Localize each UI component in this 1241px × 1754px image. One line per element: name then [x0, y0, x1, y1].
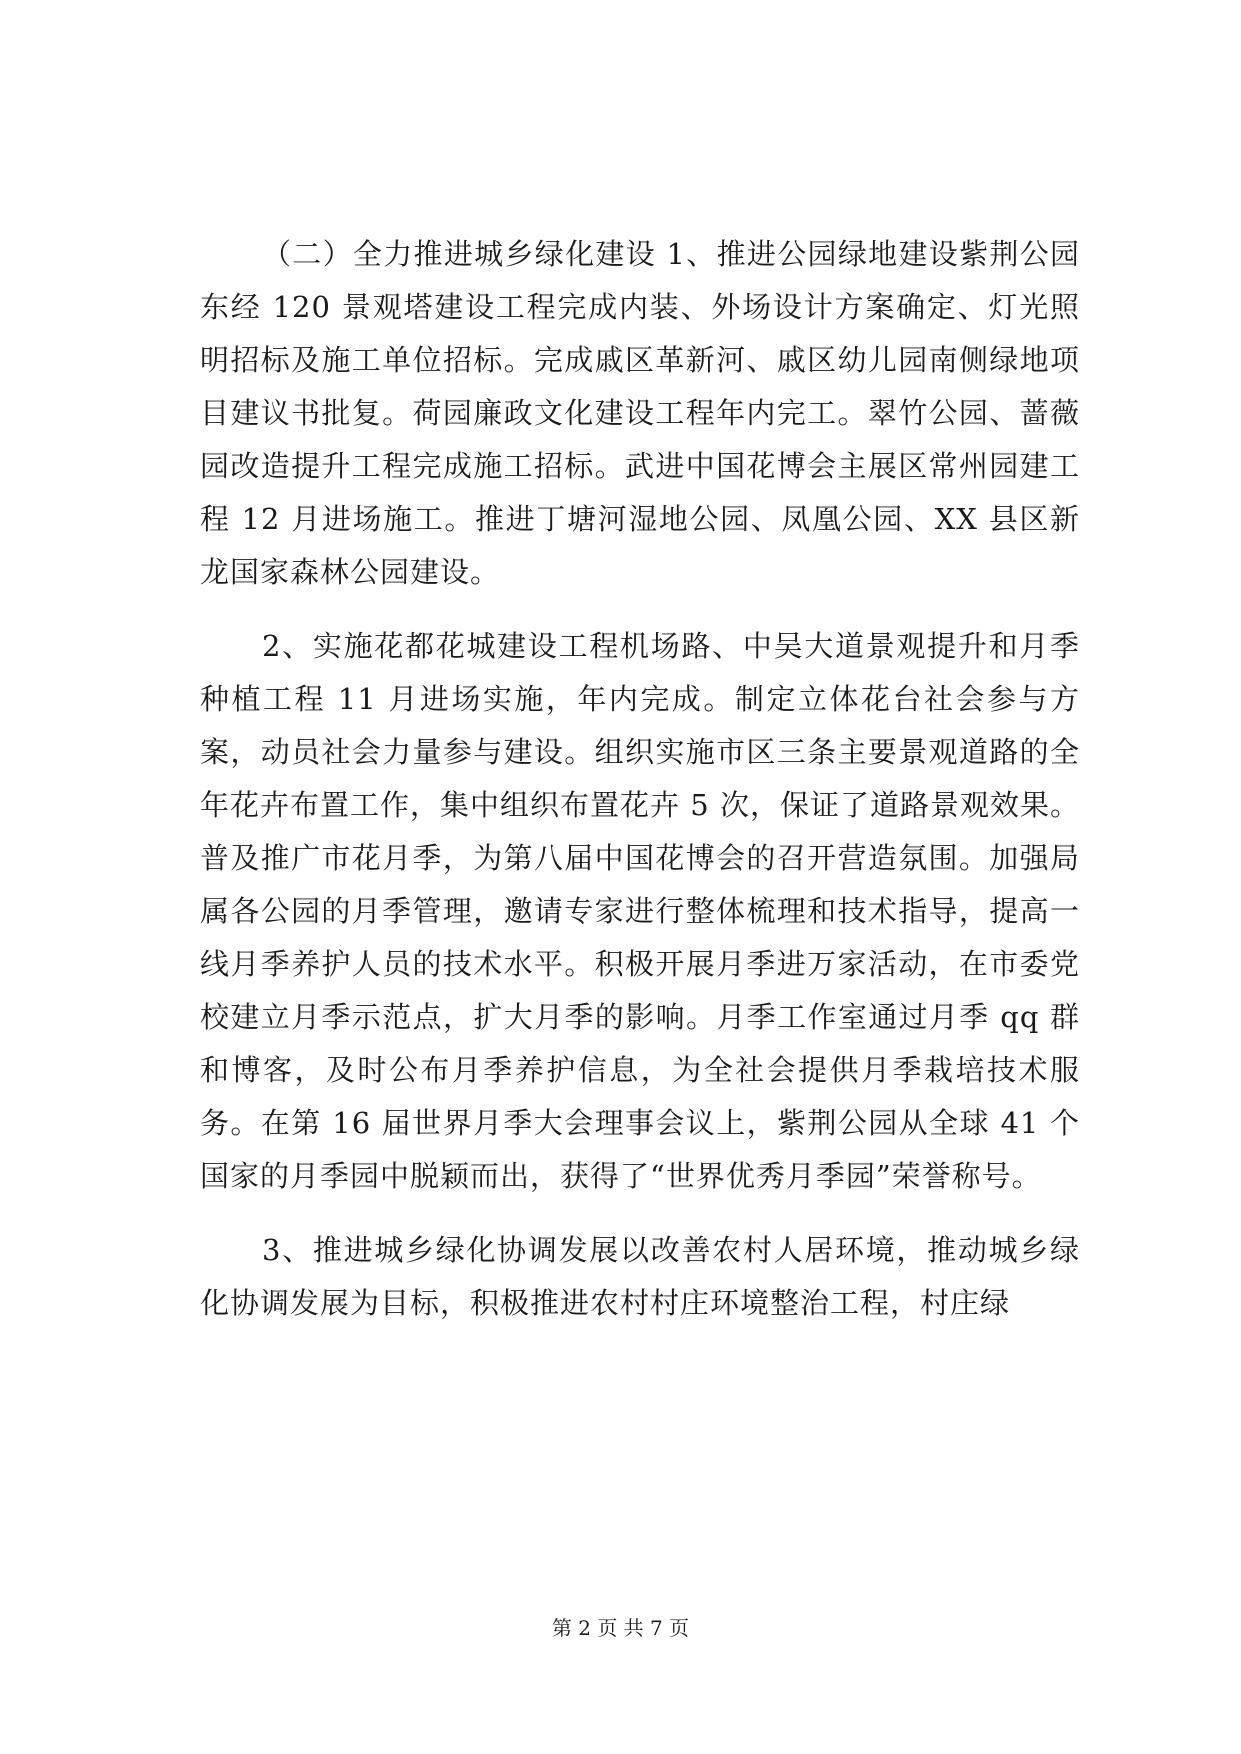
page-footer — [0, 1612, 1241, 1641]
paragraph-urban-rural: 3、推进城乡绿化协调发展以改善农村人居环境，推动城乡绿化协调发展为目标，积极推进农村村庄环境整治工程，村庄绿 — [200, 1233, 1080, 1320]
paragraph-greening-construction: （二）全力推进城乡绿化建设 1、推进公园绿地建设紫荆公园东经 120 景观塔建设工程完成内装、外场设计方案确定、灯光照明招标及施工单位招标。完成戚区革新河、戚区幼儿园南侧绿地项目建议书批复。荷园廉政文化建设工程年内完工。翠竹公园、蔷薇园改造提升工程完成施工招标。武进中国花博会主展区常州园建工程 12 月进场施工。推进丁塘河湿地公园、凤凰公园、XX 县区新龙国家森林公园建设。 — [200, 237, 1080, 589]
page-number: 第 2 页 共 7 页 — [551, 1616, 690, 1640]
paragraph-flower-city: 2、实施花都花城建设工程机场路、中吴大道景观提升和月季种植工程 11 月进场实施，年内完成。制定立体花台社会参与方案，动员社会力量参与建设。组织实施市区三条主要景观道路的全年花卉布置工作，集中组织布置花卉 5 次，保证了道路景观效果。普及推广市花月季，为第八届中国花博会的召开营造氛围。加强局属各公园的月季管理，邀请专家进行整体梳理和技术指导，提高一线月季养护人员的技术水平。积极开展月季进万家活动，在市委党校建立月季示范点，扩大月季的影响。月季工作室通过月季 qq 群和博客，及时公布月季养护信息，为全社会提供月季栽培技术服务。在第 16 届世界月季大会理事会议上，紫荆公园从全球 41 个国家的月季园中脱颖而出，获得了“世界优秀月季园”荣誉称号。 — [200, 629, 1080, 1193]
document-body — [200, 228, 1080, 1330]
